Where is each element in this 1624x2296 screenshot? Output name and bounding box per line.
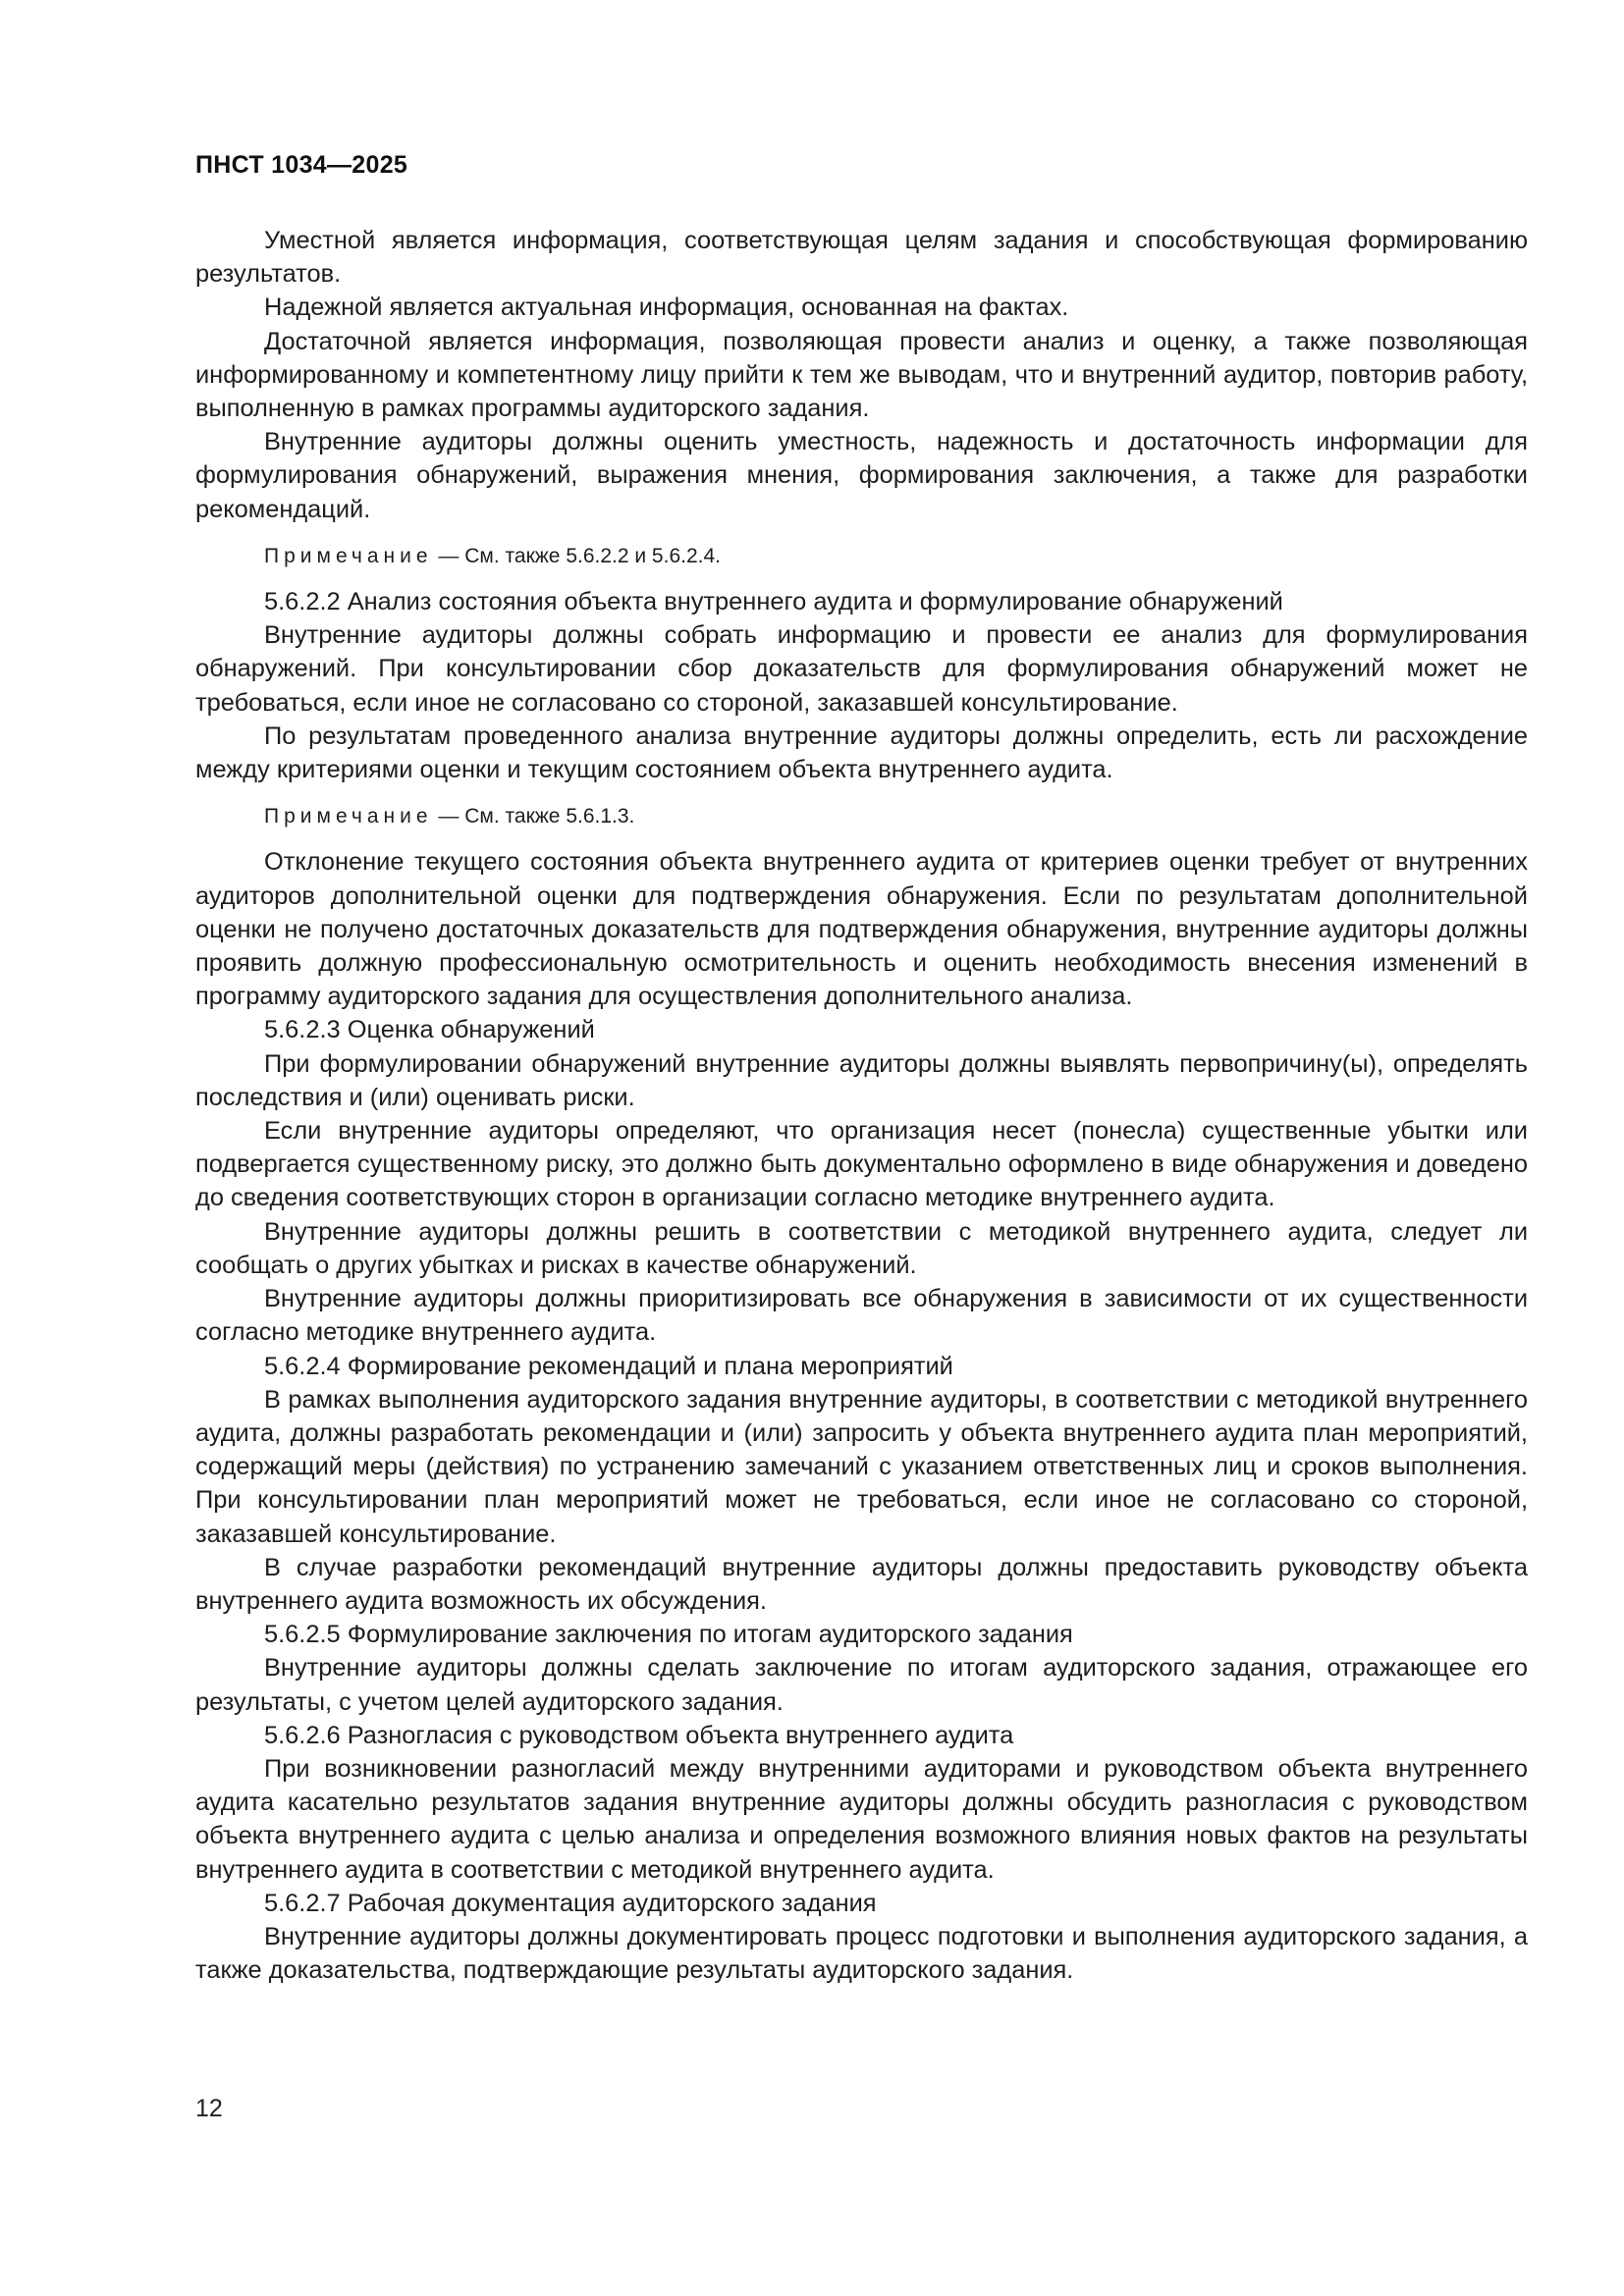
paragraph: При возникновении разногласий между внутренними аудиторами и руководством объекта внутреннего аудита касательно результатов задания внутренние аудиторы должны обсудить разногласия с руководством объекта внутреннего аудита с целью анализа и определения возможного влияния новых фактов на результаты внутреннего аудита в соответствии с методикой внутреннего аудита. [195, 1754, 1528, 1884]
section-heading: 5.6.2.3 Оценка обнаружений [264, 1016, 595, 1044]
section-heading: 5.6.2.5 Формулирование заключения по итогам аудиторского задания [264, 1621, 1073, 1649]
paragraph: Уместной является информация, соответствующая целям задания и способствующая формированию результатов. [195, 227, 1528, 289]
paragraph: В случае разработки рекомендаций внутренние аудиторы должны предоставить руководству объекта внутреннего аудита возможность их обсуждения. [195, 1553, 1528, 1615]
note [195, 800, 1528, 833]
paragraph: Отклонение текущего состояния объекта внутреннего аудита от критериев оценки требует от внутренних аудиторов дополнительной оценки для подтверждения обнаружения. Если по результатам дополнительной оценки не получено достаточных доказательств для подтверждения обнаружения, внутренние аудиторы должны проявить должную профессиональную осмотрительность и оценить необходимость внесения изменений в программу аудиторского задания для осуществления дополнительного анализа. [195, 848, 1528, 1011]
paragraph: Внутренние аудиторы должны документировать процесс подготовки и выполнения аудиторского задания, а также доказательства, подтверждающие результаты аудиторского задания. [195, 1922, 1528, 1985]
note-label: Примечание [264, 544, 433, 567]
note-text: — См. также 5.6.2.2 и 5.6.2.4. [432, 544, 721, 567]
paragraph: Надежной является актуальная информация, основанная на фактах. [264, 294, 1069, 322]
section-heading: 5.6.2.4 Формирование рекомендаций и плана мероприятий [264, 1352, 953, 1380]
paragraph: Достаточной является информация, позволяющая провести анализ и оценку, а также позволяющая информированному и компетентному лицу прийти к тем же выводам, что и внутренний аудитор, повторив работу, выполненную в рамках программы аудиторского задания. [195, 327, 1528, 423]
document-body [195, 224, 1528, 1987]
paragraph: По результатам проведенного анализа внутренние аудиторы должны определить, есть ли расхождение между критериями оценки и текущим состоянием объекта внутреннего аудита. [195, 721, 1528, 784]
section-heading: 5.6.2.2 Анализ состояния объекта внутреннего аудита и формулирование обнаружений [264, 588, 1283, 616]
paragraph: Внутренние аудиторы должны приоритизировать все обнаружения в зависимости от их существенности согласно методике внутреннего аудита. [195, 1285, 1528, 1347]
paragraph: При формулировании обнаружений внутренние аудиторы должны выявлять первопричину(ы), определять последствия и (или) оценивать риски. [195, 1049, 1528, 1111]
paragraph: Если внутренние аудиторы определяют, что организация несет (понесла) существенные убытки или подвергается существенному риску, это должно быть документально оформлено в виде обнаружения и доведено до сведения соответствующих сторон в организации согласно методике внутреннего аудита. [195, 1117, 1528, 1212]
section-heading: 5.6.2.7 Рабочая документация аудиторского задания [264, 1889, 877, 1917]
document-header: ПНСТ 1034—2025 [195, 151, 408, 179]
note-label: Примечание [264, 805, 433, 828]
page-number: 12 [195, 2095, 223, 2122]
section-heading: 5.6.2.6 Разногласия с руководством объекта внутреннего аудита [264, 1721, 1014, 1749]
paragraph: Внутренние аудиторы должны оценить уместность, надежность и достаточность информации для формулирования обнаружений, выражения мнения, формирования заключения, а также для разработки рекомендаций. [195, 428, 1528, 523]
paragraph: Внутренние аудиторы должны сделать заключение по итогам аудиторского задания, отражающее его результаты, с учетом целей аудиторского задания. [195, 1654, 1528, 1716]
paragraph: Внутренние аудиторы должны решить в соответствии с методикой внутреннего аудита, следует ли сообщать о других убытках и рисках в качестве обнаружений. [195, 1217, 1528, 1279]
note [195, 540, 1528, 573]
note-text: — См. также 5.6.1.3. [432, 805, 635, 828]
paragraph: Внутренние аудиторы должны собрать информацию и провести ее анализ для формулирования обнаружений. При консультировании сбор доказательств для формулирования обнаружений может не требоваться, если иное не согласовано со стороной, заказавшей консультирование. [195, 621, 1528, 717]
paragraph: В рамках выполнения аудиторского задания внутренние аудиторы, в соответствии с методикой внутреннего аудита, должны разработать рекомендации и (или) запросить у объекта внутреннего аудита план мероприятий, содержащий меры (действия) по устранению замечаний с указанием ответственных лиц и сроков выполнения. При консультировании план мероприятий может не требоваться, если иное не согласовано со стороной, заказавшей консультирование. [195, 1385, 1528, 1548]
